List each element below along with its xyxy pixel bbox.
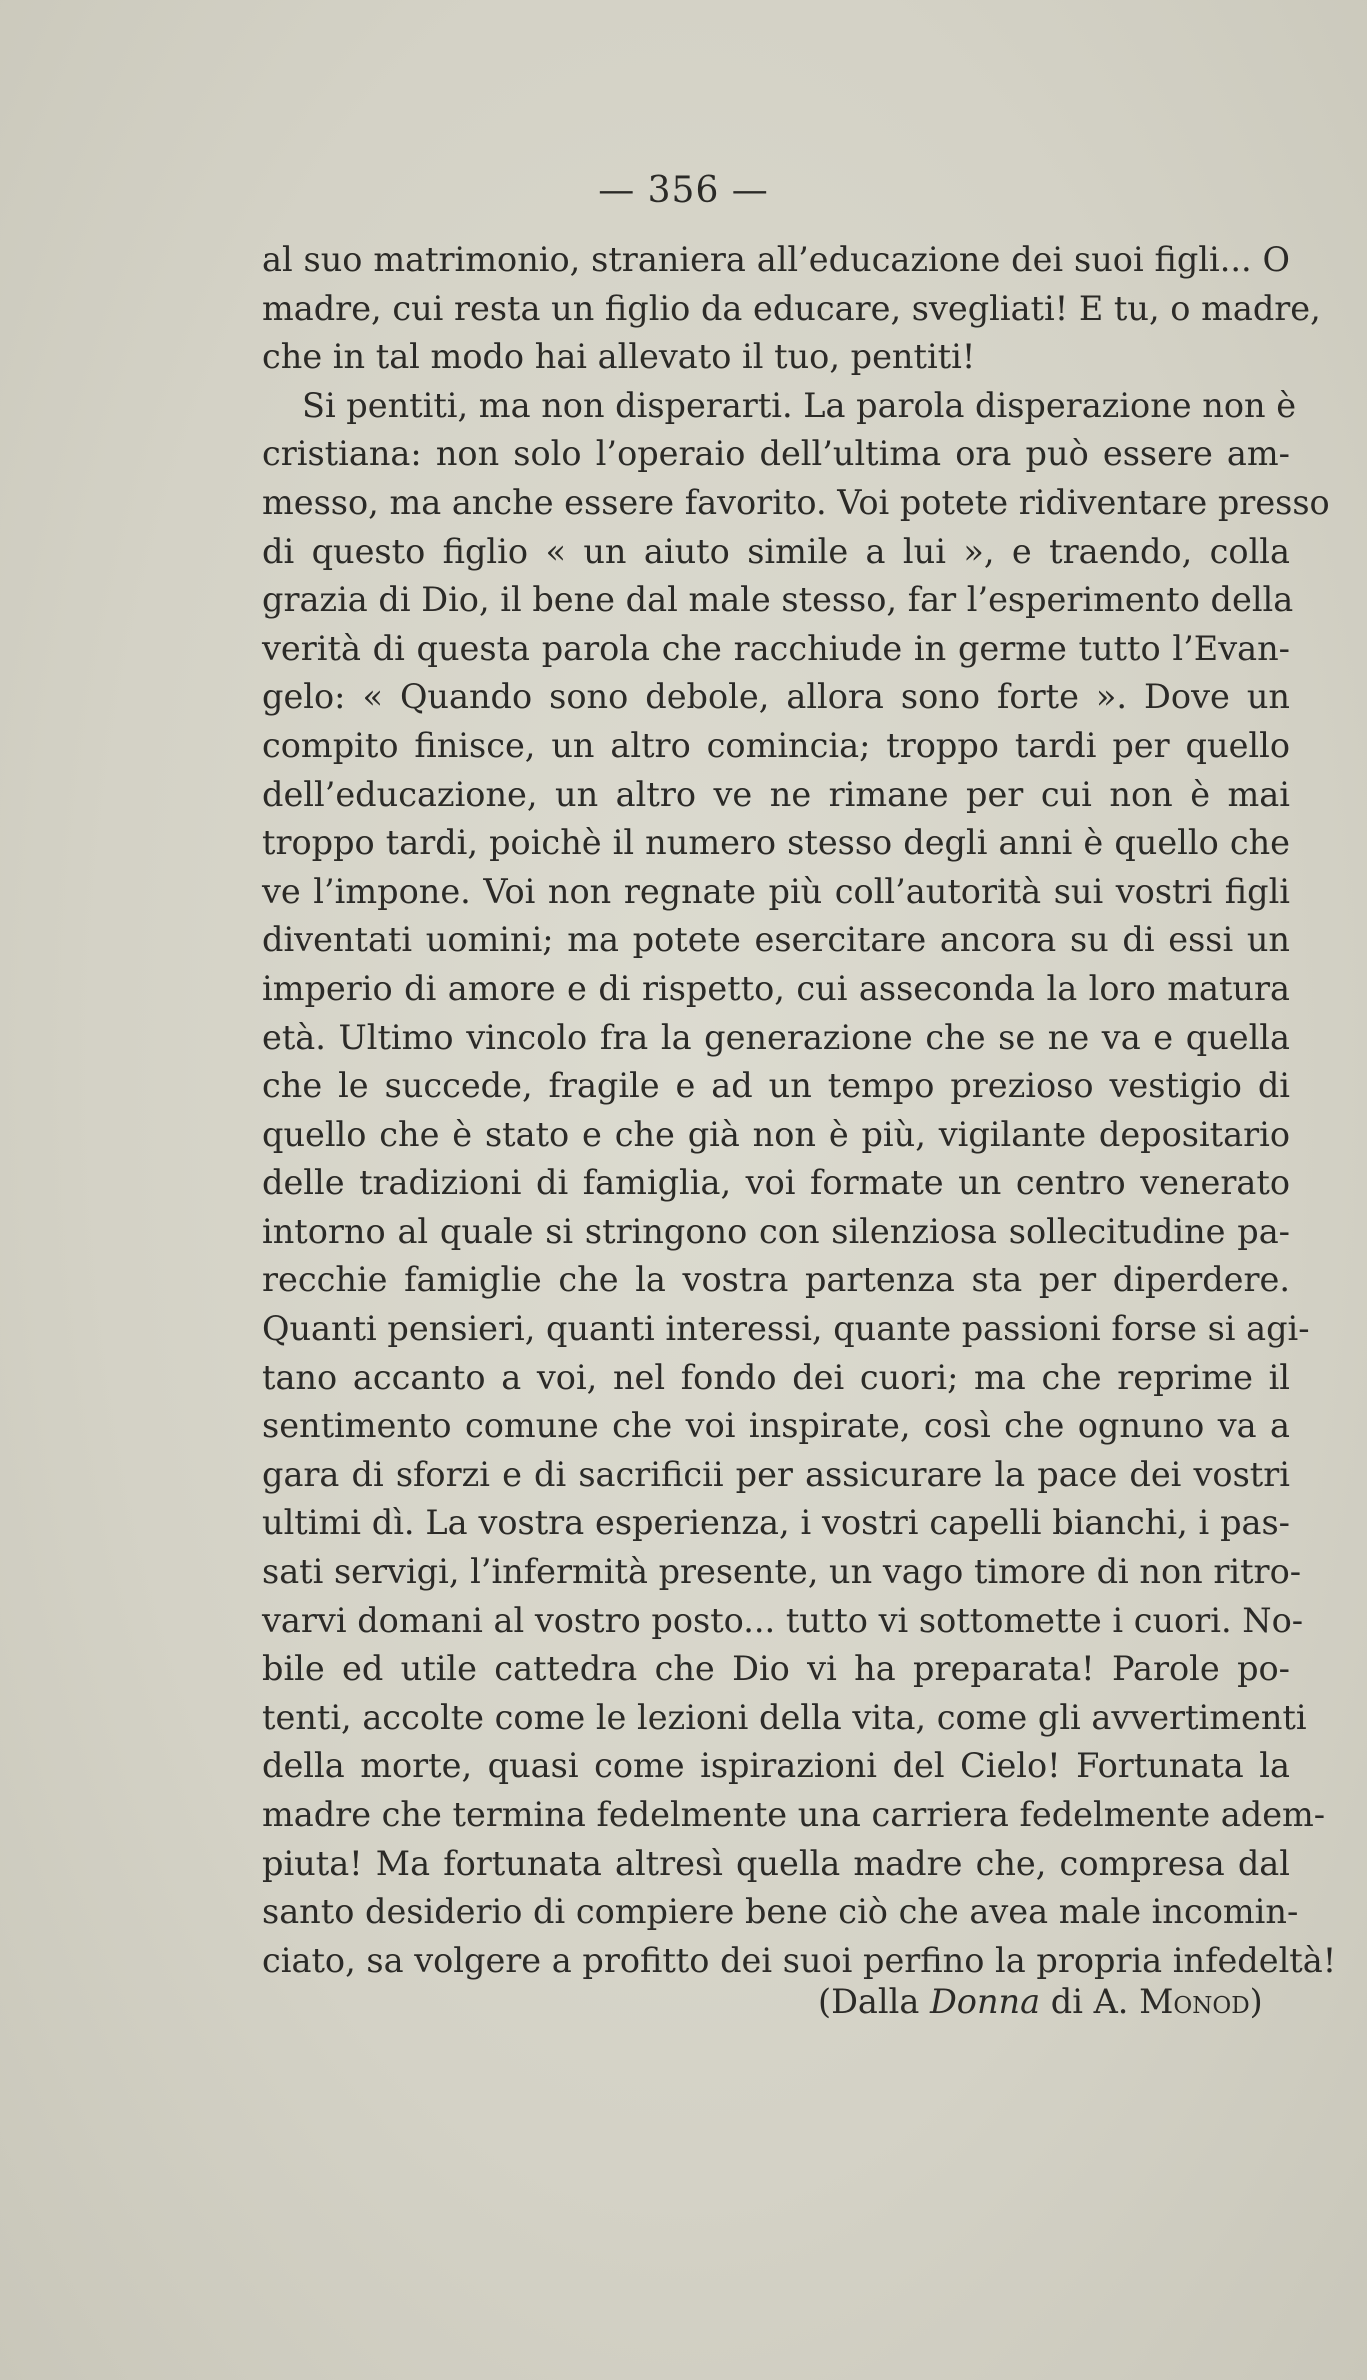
attribution-suffix: ) — [1249, 1982, 1263, 2021]
attribution-prefix: (Dalla — [818, 1982, 930, 2021]
text-line: della morte, quasi come ispirazioni del Cielo! Fortunata la — [262, 1746, 1290, 1786]
text-line: ultimi dì. La vostra esperienza, i vostri capelli bianchi, i pas- — [262, 1503, 1290, 1543]
text-line: gara di sforzi e di sacrificii per assicurare la pace dei vostri — [262, 1454, 1290, 1494]
text-line: Si pentiti, ma non disperarti. La parola disperazione non è — [302, 385, 1297, 425]
text-line: madre, cui resta un figlio da educare, svegliati! E tu, o madre, — [262, 288, 1321, 328]
page-number: — 356 — — [598, 170, 769, 211]
attribution-work-title: Donna — [929, 1982, 1041, 2021]
text-line: di questo figlio « un aiuto simile a lui », e traendo, colla — [262, 531, 1290, 571]
text-line: madre che termina fedelmente una carriera fedelmente adem- — [262, 1795, 1326, 1834]
text-line: Quanti pensieri, quanti interessi, quante passioni forse si agi- — [262, 1309, 1310, 1349]
text-line: compito finisce, un altro comincia; troppo tardi per quello — [262, 725, 1290, 765]
text-line: quello che è stato e che già non è più, vigilante depositario — [262, 1114, 1290, 1154]
text-line: cristiana: non solo l’operaio dell’ultima ora può essere am- — [262, 434, 1290, 474]
attribution-middle: di — [1040, 1982, 1094, 2021]
text-line: che in tal modo hai allevato il tuo, pentiti! — [262, 337, 976, 377]
text-line: età. Ultimo vincolo fra la generazione che se ne va e quella — [262, 1017, 1290, 1057]
text-line: diventati uomini; ma potete esercitare ancora su di essi un — [262, 920, 1290, 960]
text-line: gelo: « Quando sono debole, allora sono forte ». Dove un — [262, 677, 1290, 717]
text-line: grazia di Dio, il bene dal male stesso, far l’esperimento della — [262, 580, 1294, 620]
text-line: messo, ma anche essere favorito. Voi potete ridiventare presso — [262, 482, 1330, 522]
text-line: ve l’impone. Voi non regnate più coll’autorità sui vostri figli — [262, 871, 1290, 911]
text-line: al suo matrimonio, straniera all’educazione dei suoi figli... O — [262, 240, 1290, 279]
attribution-author: A. Monod — [1093, 1982, 1250, 2021]
text-line: sati servigi, l’infermità presente, un vago timore di non ritro- — [262, 1552, 1302, 1592]
source-attribution — [818, 1977, 1263, 2027]
text-line: recchie famiglie che la vostra partenza sta per diperdere. — [262, 1260, 1290, 1300]
text-line: intorno al quale si stringono con silenziosa sollecitudine pa- — [262, 1211, 1290, 1251]
text-line: delle tradizioni di famiglia, voi formate un centro venerato — [262, 1163, 1290, 1203]
text-line: troppo tardi, poichè il numero stesso degli anni è quello che — [262, 823, 1290, 863]
text-line: bile ed utile cattedra che Dio vi ha preparata! Parole po- — [262, 1649, 1290, 1689]
text-line: imperio di amore e di rispetto, cui asseconda la loro matura — [262, 968, 1290, 1008]
body-text — [262, 236, 1337, 1985]
text-line: piuta! Ma fortunata altresì quella madre che, compresa dal — [262, 1843, 1290, 1883]
text-line: dell’educazione, un altro ve ne rimane per cui non è mai — [262, 774, 1290, 814]
text-line: tano accanto a voi, nel fondo dei cuori; ma che reprime il — [262, 1357, 1290, 1397]
text-line: tenti, accolte come le lezioni della vita, come gli avvertimenti — [262, 1697, 1307, 1737]
text-line: che le succede, fragile e ad un tempo prezioso vestigio di — [262, 1066, 1290, 1106]
text-line: ciato, sa volgere a profitto dei suoi perfino la propria infedeltà! — [262, 1940, 1337, 1980]
text-line: varvi domani al vostro posto... tutto vi sottomette i cuori. No- — [262, 1600, 1304, 1640]
text-line: verità di questa parola che racchiude in germe tutto l’Evan- — [262, 628, 1290, 668]
text-line: sentimento comune che voi inspirate, così che ognuno va a — [262, 1406, 1290, 1446]
text-line: santo desiderio di compiere bene ciò che avea male incomin- — [262, 1892, 1299, 1932]
